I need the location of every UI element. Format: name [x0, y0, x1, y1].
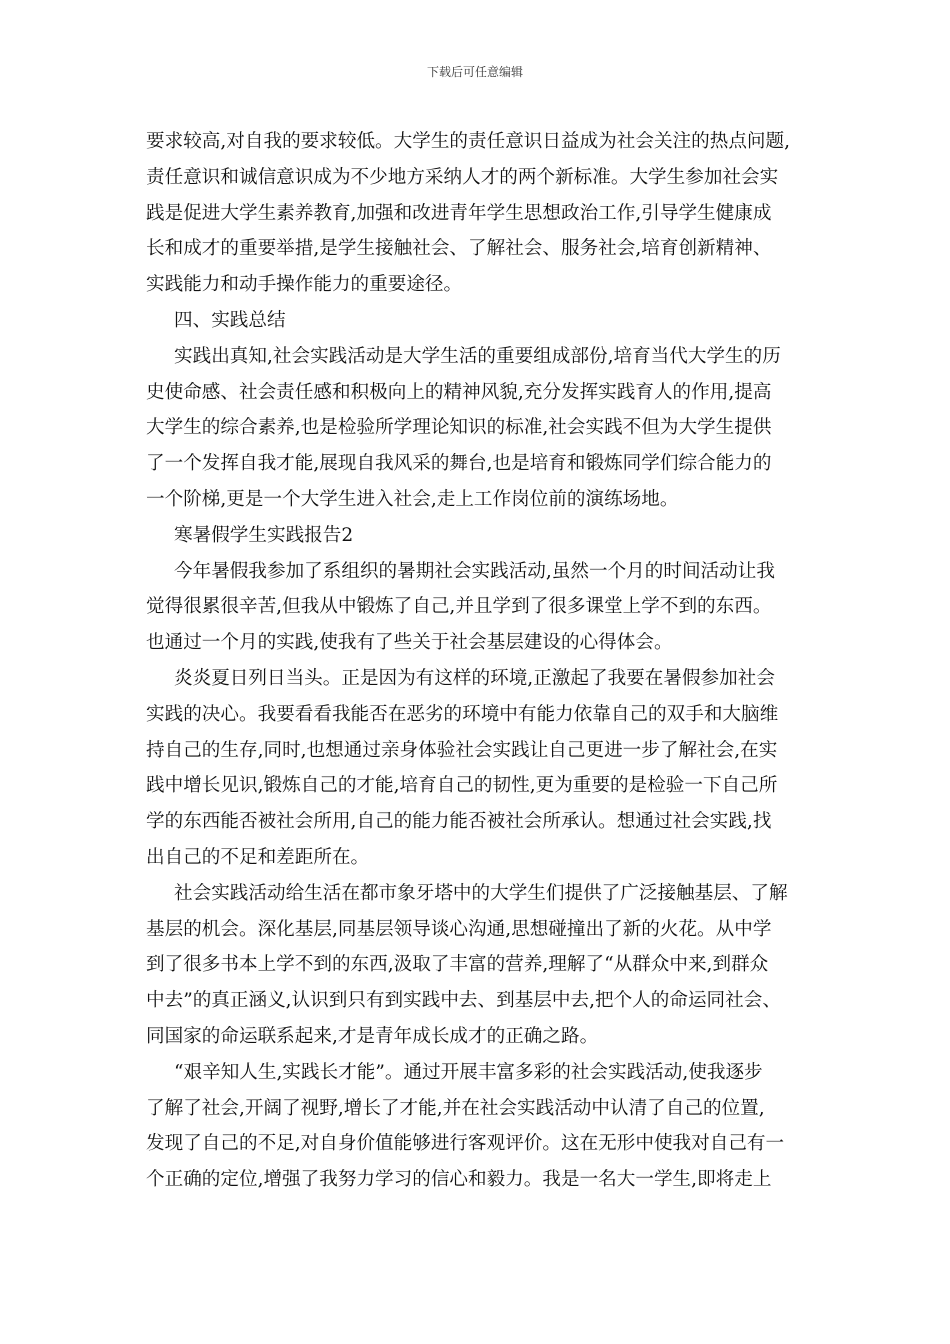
text-line: “艰辛知人生,实践长才能”。通过开展丰富多彩的社会实践活动,使我逐步 [174, 1061, 763, 1083]
text-line: 到了很多书本上学不到的东西,汲取了丰富的营养,理解了“从群众中来,到群众 [146, 954, 769, 976]
text-line: 了解了社会,开阔了视野,增长了才能,并在社会实践活动中认清了自己的位置, [146, 1097, 765, 1119]
text-line: 觉得很累很辛苦,但我从中锻炼了自己,并且学到了很多课堂上学不到的东西。 [146, 596, 772, 618]
text-line: 出自己的不足和差距所在。 [146, 846, 370, 868]
text-line: 学的东西能否被社会所用,自己的能力能否被社会所承认。想通过社会实践,找 [146, 811, 772, 833]
text-line: 个正确的定位,增强了我努力学习的信心和毅力。我是一名大一学生,即将走上 [146, 1169, 772, 1191]
text-line: 大学生的综合素养,也是检验所学理论知识的标准,社会实践不但为大学生提供 [146, 417, 772, 439]
text-line: 践是促进大学生素养教育,加强和改进青年学生思想政治工作,引导学生健康成 [146, 202, 772, 224]
text-line: 责任意识和诚信意识成为不少地方采纳人才的两个新标准。大学生参加社会实 [146, 166, 779, 188]
text-line: 寒暑假学生实践报告2 [174, 524, 354, 546]
text-line: 基层的机会。深化基层,同基层领导谈心沟通,思想碰撞出了新的火花。从中学 [146, 918, 772, 940]
page-header: 下载后可任意编辑 [426, 65, 523, 79]
text-line: 社会实践活动给生活在都市象牙塔中的大学生们提供了广泛接触基层、了解 [174, 882, 788, 904]
text-line: 今年暑假我参加了系组织的暑期社会实践活动,虽然一个月的时间活动让我 [174, 560, 775, 582]
text-line: 一个阶梯,更是一个大学生进入社会,走上工作岗位前的演练场地。 [146, 488, 679, 510]
text-line: 史使命感、社会责任感和积极向上的精神风貌,充分发挥实践育人的作用,提高 [146, 381, 772, 403]
text-line: 中去”的真正涵义,认识到只有到实践中去、到基层中去,把个人的命运同社会、 [146, 990, 781, 1012]
text-line: 了一个发挥自我才能,展现自我风采的舞台,也是培育和锻炼同学们综合能力的 [146, 453, 772, 475]
text-line: 长和成才的重要举措,是学生接触社会、了解社会、服务社会,培育创新精神、 [146, 238, 772, 260]
text-line: 实践出真知,社会实践活动是大学生活的重要组成部份,培育当代大学生的历 [174, 345, 781, 367]
text-line: 实践能力和动手操作能力的重要途径。 [146, 274, 463, 296]
text-line: 践中增长见识,锻炼自己的才能,培育自己的韧性,更为重要的是检验一下自己所 [146, 775, 778, 797]
text-line: 同国家的命运联系起来,才是青年成长成才的正确之路。 [146, 1025, 599, 1047]
text-line: 也通过一个月的实践,使我有了些关于社会基层建设的心得体会。 [146, 632, 673, 654]
text-line: 持自己的生存,同时,也想通过亲身体验社会实践让自己更进一步了解社会,在实 [146, 739, 778, 761]
text-line: 发现了自己的不足,对自身价值能够进行客观评价。这在无形中使我对自己有一 [146, 1133, 785, 1155]
text-line: 要求较高,对自我的要求较低。大学生的责任意识日益成为社会关注的热点问题, [146, 131, 791, 152]
text-line: 炎炎夏日列日当头。正是因为有这样的环境,正激起了我要在暑假参加社会 [174, 667, 775, 689]
text-line: 四、实践总结 [174, 309, 286, 331]
text-line: 实践的决心。我要看看我能否在恶劣的环境中有能力依靠自己的双手和大脑维 [146, 703, 779, 725]
document-body [146, 124, 816, 1198]
